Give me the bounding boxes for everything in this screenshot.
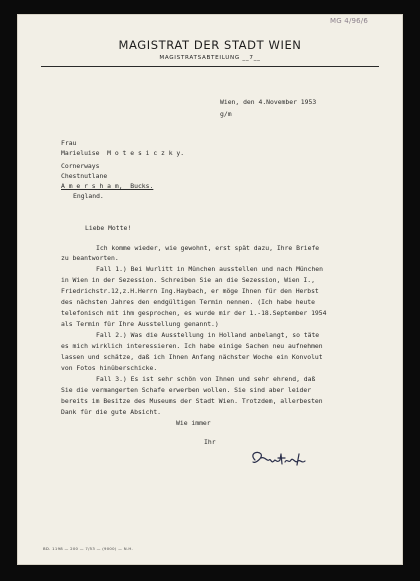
body-line: Dank für die gute Absicht. [61, 408, 162, 416]
salutation: Liebe Motte! [85, 224, 132, 232]
print-footer: BD. 1198 — 200 — 7/53 — (9000) — N.H. [43, 546, 133, 551]
body-line: zu beantworten. [61, 254, 119, 262]
address-line: England. [73, 192, 104, 200]
letterhead-title: MAGISTRAT DER STADT WIEN [118, 38, 302, 52]
address-line: Cornerways [61, 162, 100, 170]
address-line: Frau [61, 139, 77, 147]
address-line: Marieluise M o t e s i c z k y. [61, 149, 185, 157]
body-line: Ich komme wieder, wie gewohnt, erst spät dazu, Ihre Briefe [96, 244, 320, 252]
body-line: bereits im Besitze des Museums der Stadt Wien. Trotzdem, allerbesten [61, 397, 323, 405]
body-line: es mich wirklich interessieren. Ich habe einige Sachen neu aufnehmen [61, 342, 323, 350]
body-line: lassen und schätze, daß ich Ihnen Anfang nächster Woche ein Konvolut [61, 353, 323, 361]
body-line: Sie die vermangerten Schafe erwerben wollen. Sie sind aber leider [61, 386, 312, 394]
body-line: von Fotos hinüberschicke. [61, 364, 158, 372]
address-line: A m e r s h a m, Bucks. [61, 182, 154, 190]
letter-page [17, 14, 403, 565]
body-line: Fall 1.) Bei Wurlitt in München ausstellen und nach München [96, 265, 324, 273]
closing-line: Ihr [204, 438, 216, 446]
address-line: Chestnutlane [61, 172, 108, 180]
closing-line: Wie immer [176, 419, 211, 427]
body-line: Fall 3.) Es ist sehr schön von Ihnen und sehr ehrend, daß [96, 375, 316, 383]
dateline: Wien, den 4.November 1953 [220, 98, 317, 106]
handwritten-signature [247, 448, 317, 470]
letterhead-rule [41, 66, 379, 67]
body-line: des nächsten Jahres den endgültigen Termin nennen. (Ich habe heute [61, 298, 315, 306]
letterhead-department: MAGISTRATSABTEILUNG __7__ [159, 55, 261, 61]
archive-reference: MG 4/96/6 [330, 17, 369, 25]
body-line: telefonisch mit ihm gesprochen, es wurde mir der 1.-18.September 1954 [61, 309, 327, 317]
body-line: in Wien in der Sezession. Schreiben Sie an die Sezession, Wien I., [61, 276, 315, 284]
body-line: Fall 2.) Was die Ausstellung in Holland anbelangt, so täte [96, 331, 320, 339]
reference-initials: g/m [220, 110, 232, 118]
body-line: als Termin für Ihre Ausstellung genannt.) [61, 320, 219, 328]
body-line: Friedrichstr.12,z.H.Herrn Ing.Haybach, er möge Ihnen für den Herbst [61, 287, 319, 295]
